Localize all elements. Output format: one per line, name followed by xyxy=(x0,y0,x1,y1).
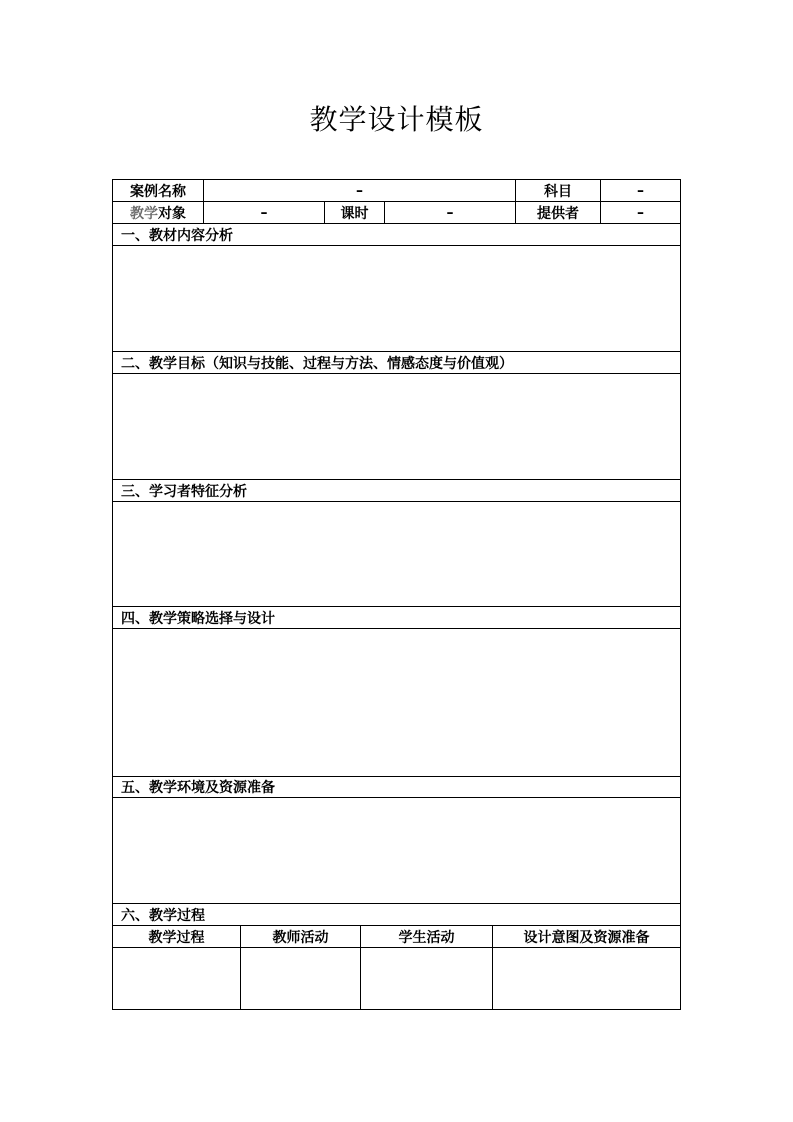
audience-label-prefix: 教学 xyxy=(130,205,158,222)
section-content-material-analysis[interactable] xyxy=(113,246,680,351)
process-header-teacher-activity: 教师活动 xyxy=(272,929,329,946)
section-heading-environment-resources: 五、教学环境及资源准备 xyxy=(121,780,275,796)
process-cell-design-intent[interactable] xyxy=(493,948,680,1009)
case-name-field[interactable]: – xyxy=(356,182,363,199)
template-table xyxy=(112,179,681,1010)
case-name-label: 案例名称 xyxy=(130,183,186,200)
page-title: 教学设计模板 xyxy=(309,103,484,136)
border-right xyxy=(680,179,681,1010)
section-content-environment-resources[interactable] xyxy=(113,798,680,903)
audience-label-suffix: 对象 xyxy=(158,205,186,222)
provider-field[interactable]: – xyxy=(637,204,644,221)
section-heading-material-analysis: 一、教材内容分析 xyxy=(121,227,233,244)
provider-label: 提供者 xyxy=(537,205,579,222)
border-bottom xyxy=(112,1009,681,1010)
process-header-design-intent: 设计意图及资源准备 xyxy=(523,929,650,946)
section-content-teaching-objectives[interactable] xyxy=(113,374,680,479)
audience-label xyxy=(113,202,203,223)
audience-field[interactable]: – xyxy=(260,204,268,221)
process-header-student-activity: 学生活动 xyxy=(398,929,455,946)
process-cell-student-activity[interactable] xyxy=(361,948,492,1009)
section-heading-learner-analysis: 三、学习者特征分析 xyxy=(121,483,247,500)
section-heading-teaching-objectives: 二、教学目标（知识与技能、过程与方法、情感态度与价值观） xyxy=(121,355,513,372)
section-heading-teaching-process: 六、教学过程 xyxy=(121,907,205,924)
process-cell-stage[interactable] xyxy=(113,948,240,1009)
section-content-learner-analysis[interactable] xyxy=(113,502,680,606)
subject-field[interactable]: – xyxy=(637,182,644,199)
process-header-stage: 教学过程 xyxy=(148,929,205,946)
hours-label: 课时 xyxy=(340,205,369,222)
hours-field[interactable]: – xyxy=(446,204,454,221)
subject-label: 科目 xyxy=(544,183,572,200)
section-content-strategy-design[interactable] xyxy=(113,629,680,776)
process-cell-teacher-activity[interactable] xyxy=(241,948,360,1009)
section-heading-strategy-design: 四、教学策略选择与设计 xyxy=(121,610,275,627)
